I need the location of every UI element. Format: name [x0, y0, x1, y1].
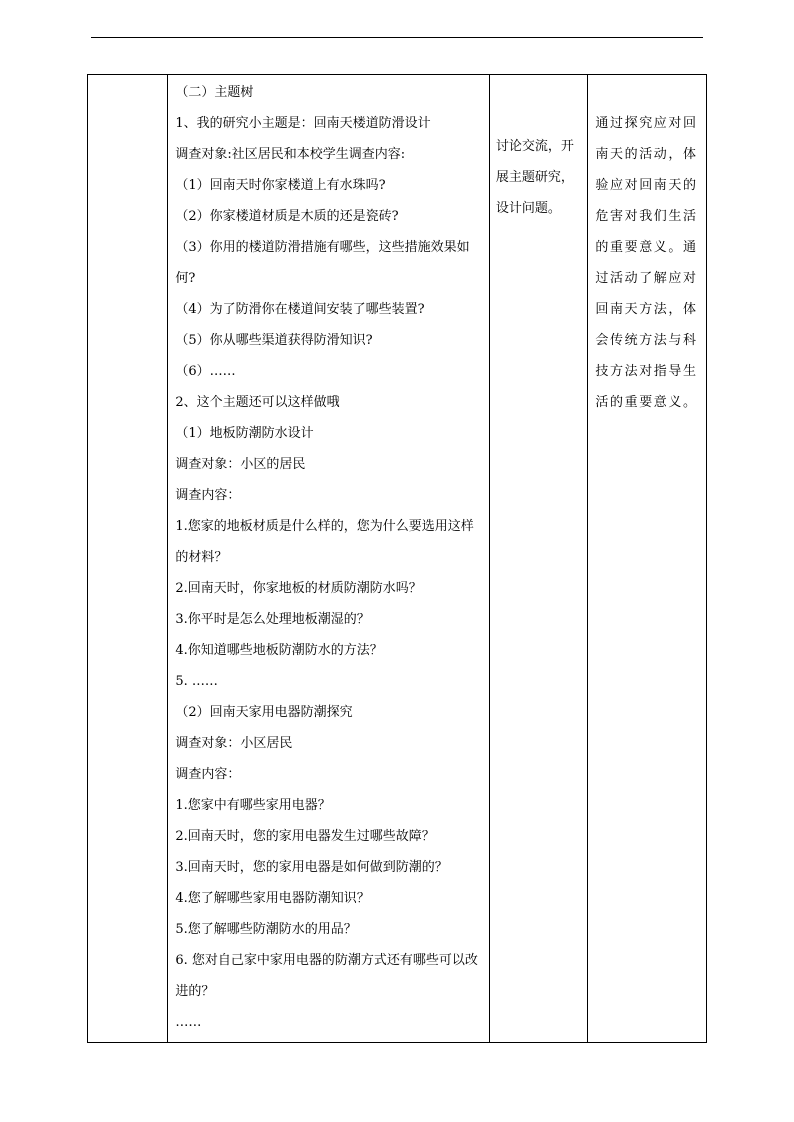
header-rule — [91, 37, 703, 38]
line: 5. …… — [175, 674, 218, 689]
line: 5.您了解哪些防潮防水的用品？ — [175, 922, 357, 937]
line: 2.回南天时，您的家用电器发生过哪些故障？ — [175, 829, 435, 844]
line: 1、我的研究小主题是：回南天楼道防滑设计 — [175, 116, 431, 131]
line: 6. 您对自己家中家用电器的防潮方式还有哪些可以改进的？ — [175, 953, 478, 999]
line: （4）为了防滑你在楼道间安装了哪些装置? — [175, 302, 425, 317]
intent-cell — [588, 75, 707, 1043]
content-lines — [168, 75, 489, 1038]
method-text: 讨论交流，开展主题研究，设计问题。 — [495, 139, 574, 216]
blank-cell — [88, 75, 168, 1043]
line: 调查对象：小区居民 — [175, 736, 293, 751]
line: 调查对象：小区的居民 — [175, 457, 306, 472]
line: 1.您家中有哪些家用电器？ — [175, 798, 331, 813]
line: （2）你家楼道材质是木质的还是瓷砖? — [175, 209, 399, 224]
line: （6）…… — [175, 364, 236, 379]
line: …… — [175, 1015, 202, 1030]
line: 3.回南天时，您的家用电器是如何做到防潮的？ — [175, 860, 448, 875]
line: （2）回南天家用电器防潮探究 — [175, 705, 353, 720]
content-cell — [168, 75, 490, 1043]
lesson-table — [87, 74, 707, 1043]
line: 4.您了解哪些家用电器防潮知识？ — [175, 891, 370, 906]
line: 调查内容： — [175, 767, 241, 782]
line: （3）你用的楼道防滑措施有哪些，这些措施效果如何? — [175, 240, 470, 286]
table-row — [88, 75, 707, 1043]
line: （1）回南天时你家楼道上有水珠吗? — [175, 178, 386, 193]
line: 1.您家的地板材质是什么样的，您为什么要选用这样的材料？ — [175, 519, 474, 565]
line: 3.你平时是怎么处理地板潮湿的？ — [175, 612, 370, 627]
line: 4.你知道哪些地板防潮防水的方法？ — [175, 643, 383, 658]
line: 2.回南天时，你家地板的材质防潮防水吗？ — [175, 581, 422, 596]
line: 2、这个主题还可以这样做哦 — [175, 395, 340, 410]
intent-text: 通过探究应对回南天的活动，体验应对回南天的危害对我们生活的重要意义。通过活动了解应对回南天方法，体会传统方法与科技方法对指导生活的重要意义。 — [595, 116, 698, 410]
line: （二）主题树 — [175, 85, 254, 100]
line: （1）地板防潮防水设计 — [175, 426, 314, 441]
line: （5）你从哪些渠道获得防滑知识? — [175, 333, 373, 348]
method-cell — [489, 75, 587, 1043]
line: 调查对象:社区居民和本校学生调查内容: — [175, 147, 406, 162]
line: 调查内容： — [175, 488, 241, 503]
